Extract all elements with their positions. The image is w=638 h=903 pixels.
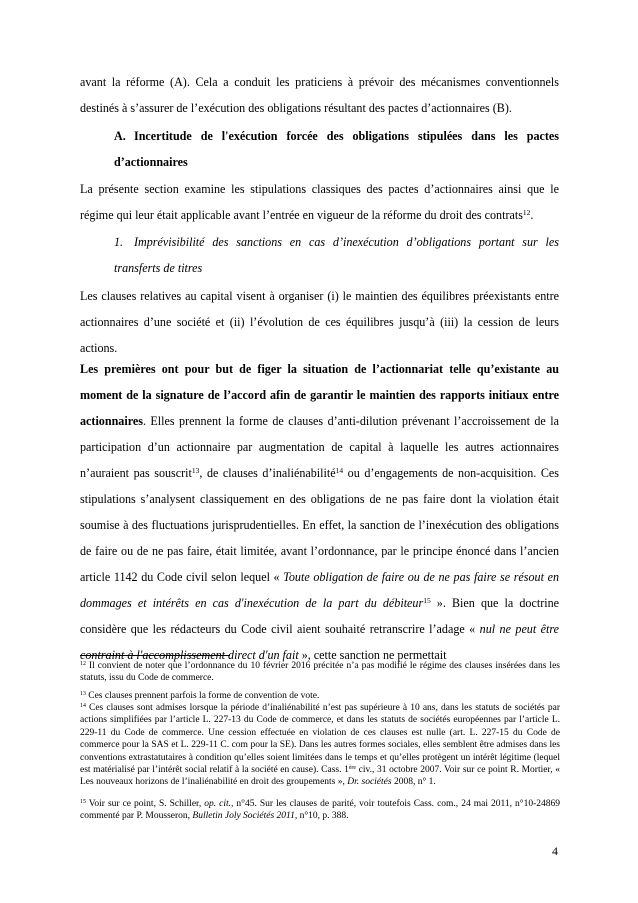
footnote-ref-13: 13 (191, 465, 200, 475)
page-number: 4 (552, 844, 558, 858)
footnote-ref-15: 15 (423, 595, 431, 605)
heading-1-text: Imprévisibilité des sanctions en cas d’inexécution d’obligations portant sur les transferts de titres (114, 235, 559, 275)
footnote-ref-14: 14 (335, 465, 344, 475)
heading-a-label: A. (114, 129, 126, 143)
footnote-15: $^{15}$ Voir sur ce point, S. Schiller, op. cit., n°45. Sur les clauses de parité, voir toutefois Cass. com., 24 mai 2011, n°10-24869 commenté par P. Mousseron, Bulletin Joly Sociétés 2011, n°10, p. 388. (80, 798, 561, 822)
footnote-separator (80, 655, 230, 656)
quote-adage: nul ne peut être contraint à l'accomplissement direct d'un fait (80, 622, 559, 662)
footnote-ref-12: 12 (522, 207, 531, 217)
paragraph-intro: avant la réforme (A). Cela a conduit les praticiens à prévoir des mécanismes conventionnels destinés à s’assurer de l’exécution des obligations résultant des pactes d’actionnaires (B). (80, 75, 559, 115)
paragraph-first-clauses: Les premières ont pour but de figer la situation de l’actionnariat telle qu’existante au moment de la signature de l’accord afin de garantir le maintien des rapports initiaux entre actionnaires. Elles prennent la forme de clauses d’anti-dilution prévenant l’accroissement de la participation d’un actionnaire par augmentation de capital à laquelle les autres actionnaires n’auraient pas souscrit$^{13}$, de clauses d’inaliénabilité$^{14}$ ou d’engagements de non-acquisition. Ces stipulations s’analysent classiquement en des obligations de ne pas faire dont la violation était soumise à des fluctuations jurisprudentielles. En effet, la sanction de l’inexécution des obligations de faire ou de ne pas faire, était limitée, avant l’ordonnance, par le principe énoncé dans l’ancien article 1142 du Code civil selon lequel « Toute obligation de faire ou de ne pas faire se résout en dommages et intérêts en cas d'inexécution de la part du débiteur$^{15}$ ». Bien que la doctrine considère que les rédacteurs du Code civil aient souhaité retranscrire l’adage « nul ne peut être contraint à l'accomplissement direct d'un fait », cette sanction ne permettait (80, 362, 559, 662)
quote-article-1142: Toute obligation de faire ou de ne pas faire se résout en dommages et intérêts en cas d'inexécution de la part du débiteur (80, 570, 559, 610)
paragraph-section-overview: La présente section examine les stipulations classiques des pactes d’actionnaires ainsi que le régime qui leur était applicable avant l’entrée en vigueur de la réforme du droit des contrats$^{12}$. (80, 182, 559, 222)
paragraph-capital-clauses: Les clauses relatives au capital visent à organiser (i) le maintien des équilibres préexistants entre actionnaires d’une société et (ii) l’évolution de ces équilibres jusqu’à (iii) la cession de leurs actions. (80, 289, 559, 355)
heading-1-label: 1. (114, 235, 124, 249)
heading-section-a (114, 123, 559, 175)
emphasis-bold: Les premières ont pour but de figer la situation de l’actionnariat telle qu’existante au moment de la signature de l’accord afin de garantir le maintien des rapports initiaux entre actionnaires (80, 362, 559, 428)
footnote-12: $^{12}$ Il convient de noter que l’ordonnance du 10 février 2016 précitée n’a pas modifié le régime des clauses insérées dans les statuts, issu du Code de commerce. (80, 660, 560, 684)
heading-subsection-1 (114, 229, 559, 281)
footnote-14: $^{14}$ Ces clauses sont admises lorsque la période d’inaliénabilité n’est pas supérieure à 10 ans, dans les statuts de sociétés par actions simplifiées par l’article L. 227-13 du Code de commerce, et dans les statuts de sociétés européennes par l’article L. 229-11 du Code de commerce. Une cession effectuée en violation de ces clauses est nulle (art. L. 227-15 du Code de commerce pour la SAS et L. 229-11 C. com pour la SE). Dans les autres formes sociales, elles semblent être admises dans les conventions extrastatutaires à condition qu’elles soient limitées dans le temps et qu’elles protègent un intérêt légitime (lequel est matérialisé par l’intérêt social relatif à la société en cause). Cass. 1ère civ., 31 octobre 2007. Voir sur ce point R. Mortier, « Les nouveaux horizons de l’inaliénabilité en droit des groupements », Dr. sociétés 2008, n° 1. (80, 702, 560, 788)
heading-a-text: Incertitude de l'exécution forcée des obligations stipulées dans les pactes d’actionnaires (114, 129, 559, 169)
footnote-13: $^{13}$ Ces clauses prennent parfois la forme de convention de vote. (80, 690, 320, 701)
